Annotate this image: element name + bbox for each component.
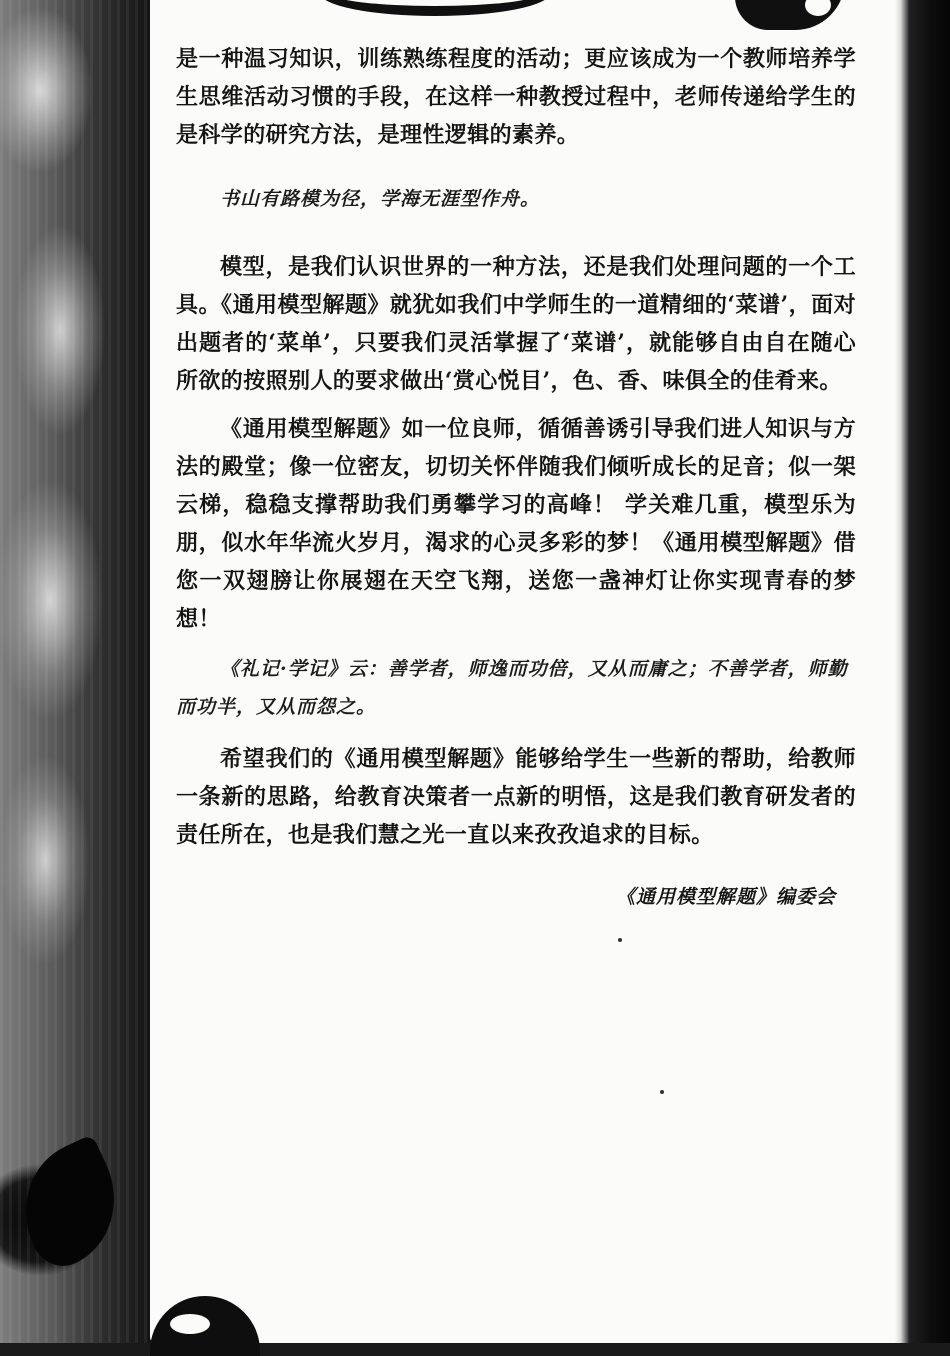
decorative-right-border: [902, 0, 950, 1343]
paper-speck: [660, 1090, 664, 1094]
decorative-leaf: [1, 1134, 138, 1276]
page-body: [176, 34, 856, 916]
quote-liji-xueji: 《礼记·学记》云：善学者，师逸而功倍，又从而庸之；不善学者，师勤而功半，又从而怨之。: [176, 658, 848, 718]
decorative-left-border: [0, 0, 150, 1343]
quote-book-mountain: 书山有路模为径，学海无涯型作舟。: [220, 188, 541, 210]
paragraph-4: 希望我们的《通用模型解题》能够给学生一些新的帮助，给教师一条新的思路，给教育决策者一点新的明悟，这是我们教育研发者的责任所在，也是我们慧之光一直以来孜孜追求的目标。: [176, 746, 856, 848]
paper-speck: [618, 938, 622, 942]
editorial-committee-signature: 《通用模型解题》编委会: [615, 886, 836, 908]
paragraph-1: 是一种温习知识，训练熟练程度的活动；更应该成为一个教师培养学生思维活动习惯的手段，在这样一种教授过程中，老师传递给学生的是科学的研究方法，是理性逻辑的素养。: [176, 46, 856, 148]
paragraph-2: 模型，是我们认识世界的一种方法，还是我们处理问题的一个工具。《通用模型解题》就犹如我们中学师生的一道精细的‘菜谱’，面对出题者的‘菜单’，只要我们灵活掌握了‘菜谱’，就能够自由自在随心所欲的按照别人的要求做出‘赏心悦目’，色、香、味俱全的佳肴来。: [176, 254, 856, 394]
paper-right-edge: [895, 0, 909, 1343]
paragraph-3: 《通用模型解题》如一位良师，循循善诱引导我们进人知识与方法的殿堂；像一位密友，切切关怀伴随我们倾听成长的足音；似一架云梯，稳稳支撑帮助我们勇攀学习的高峰！ 学关难几重，模型乐为朋，似水年华流火岁月，渴求的心灵多彩的梦！《通用模型解题》借您一双翅膀让你展翅在天空飞翔，送您一盏神灯让你实现青春的梦想！: [176, 416, 856, 632]
